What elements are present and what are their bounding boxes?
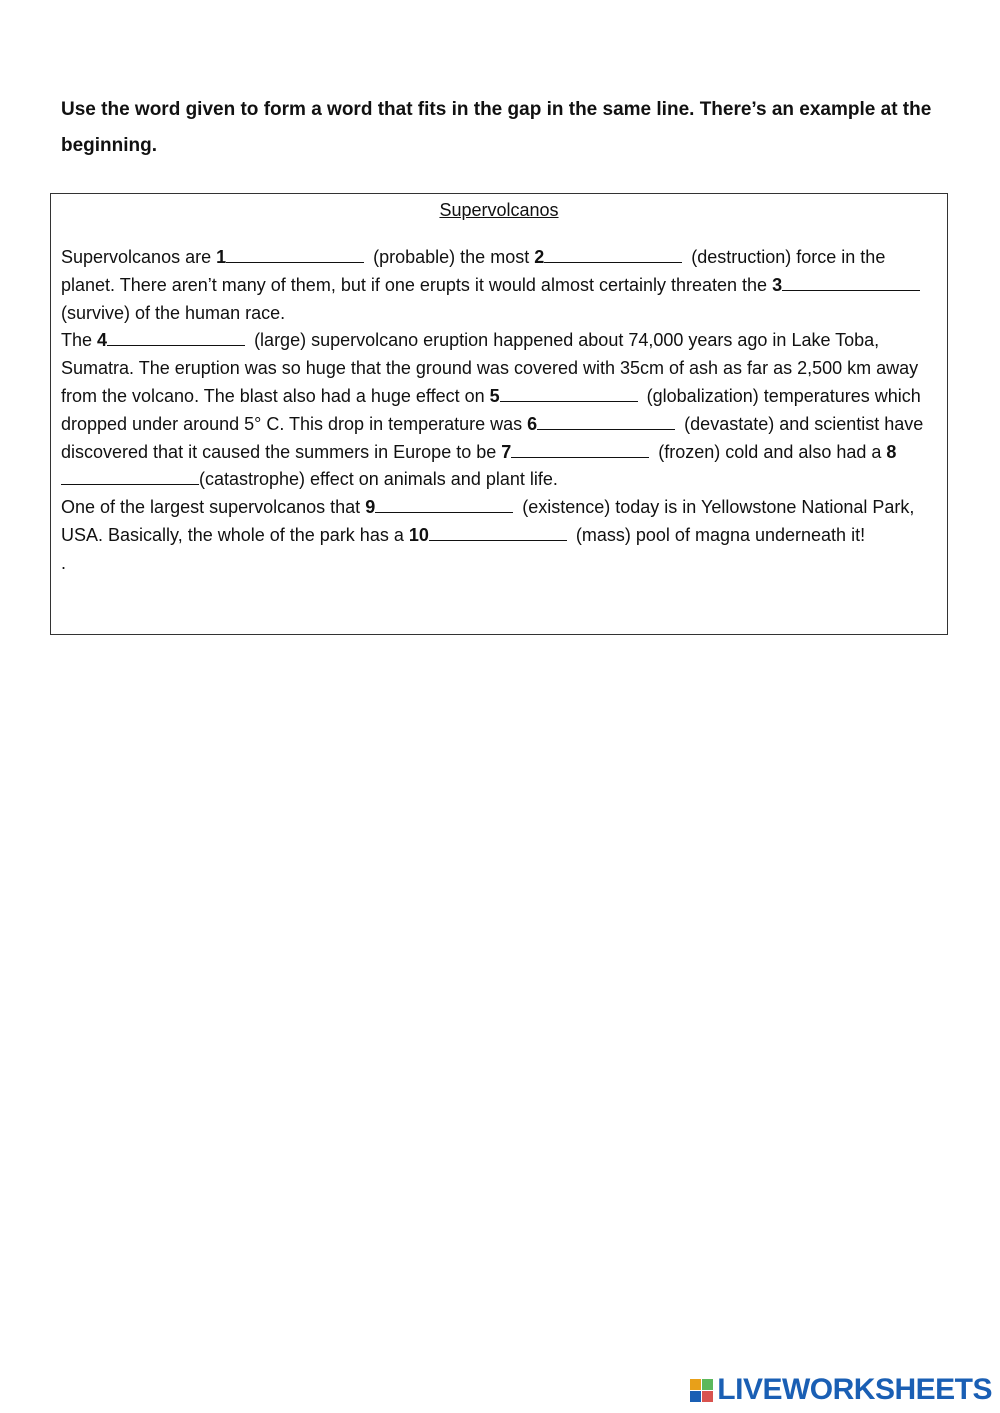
gap-3-input[interactable] — [782, 272, 920, 291]
passage-text: (catastrophe) effect on animals and plant life. — [199, 469, 558, 490]
passage-text: (survive) of the human race. — [61, 302, 286, 323]
end-mark: . — [61, 552, 67, 573]
liveworksheets-logo — [690, 1373, 992, 1407]
gap-4-input[interactable] — [107, 327, 245, 346]
passage-box — [50, 193, 948, 635]
passage-title: Supervolcanos — [439, 200, 559, 220]
instructions-text: Use the word given to form a word that fits in the gap in the same line. There’s an example at the beginning. — [61, 99, 932, 156]
logo-square — [702, 1391, 713, 1402]
paragraph-1 — [61, 244, 937, 327]
passage-body — [61, 244, 937, 578]
gap-6-input[interactable] — [537, 411, 675, 430]
passage-text: Supervolcanos are — [61, 247, 217, 267]
gap-number-9: 9 — [365, 497, 376, 518]
passage-text: (mass) pool of magna underneath it! — [575, 524, 866, 545]
logo-square — [690, 1391, 701, 1402]
passage-text: (probable) the most — [373, 247, 535, 267]
logo-square — [690, 1379, 701, 1390]
gap-5-input[interactable] — [500, 383, 638, 402]
gap-number-10: 10 — [408, 524, 429, 545]
passage-text: (existence) today is in Yellowstone National Park, USA. Basically, the whole of the park has a — [61, 497, 915, 545]
passage-text: (large) supervolcano eruption happened about 74,000 years ago in Lake Toba, Sumatra. The eruption was so huge that the ground was covered with 35cm of ash as far as 2,500 km away from the volcano. The blast also had a huge effect on — [61, 330, 919, 406]
gap-9-input[interactable] — [375, 494, 513, 513]
passage-text: (destruction) force in the planet. There aren’t many of them, but if one erupts it would almost certainly threaten the — [61, 247, 886, 295]
passage-text: (globalization) temperatures which dropped under around 5° C. This drop in temperature was — [61, 385, 921, 434]
gap-number-4: 4 — [97, 330, 108, 351]
gap-number-8: 8 — [886, 441, 897, 462]
logo-square — [702, 1379, 713, 1390]
passage-text: (devastate) and scientist have discovered that it caused the summers in Europe to be — [61, 413, 924, 462]
gap-10-input[interactable] — [429, 522, 567, 541]
passage-text: (frozen) cold and also had a — [658, 441, 887, 462]
paragraph-3 — [61, 494, 937, 550]
logo-mark-icon — [690, 1379, 713, 1402]
gap-2-input[interactable] — [544, 244, 682, 263]
gap-1-input[interactable] — [226, 244, 364, 263]
gap-7-input[interactable] — [511, 439, 649, 458]
gap-number-2: 2 — [534, 247, 545, 267]
gap-number-5: 5 — [489, 385, 500, 406]
paragraph-2 — [61, 327, 937, 494]
passage-text: One of the largest supervolcanos that — [61, 497, 366, 518]
gap-number-3: 3 — [772, 274, 783, 295]
gap-number-7: 7 — [501, 441, 512, 462]
gap-number-1: 1 — [216, 247, 227, 267]
gap-number-6: 6 — [527, 413, 538, 434]
passage-text: The — [61, 330, 98, 351]
logo-text: LIVEWORKSHEETS — [717, 1373, 992, 1406]
gap-8-input[interactable] — [61, 466, 199, 485]
